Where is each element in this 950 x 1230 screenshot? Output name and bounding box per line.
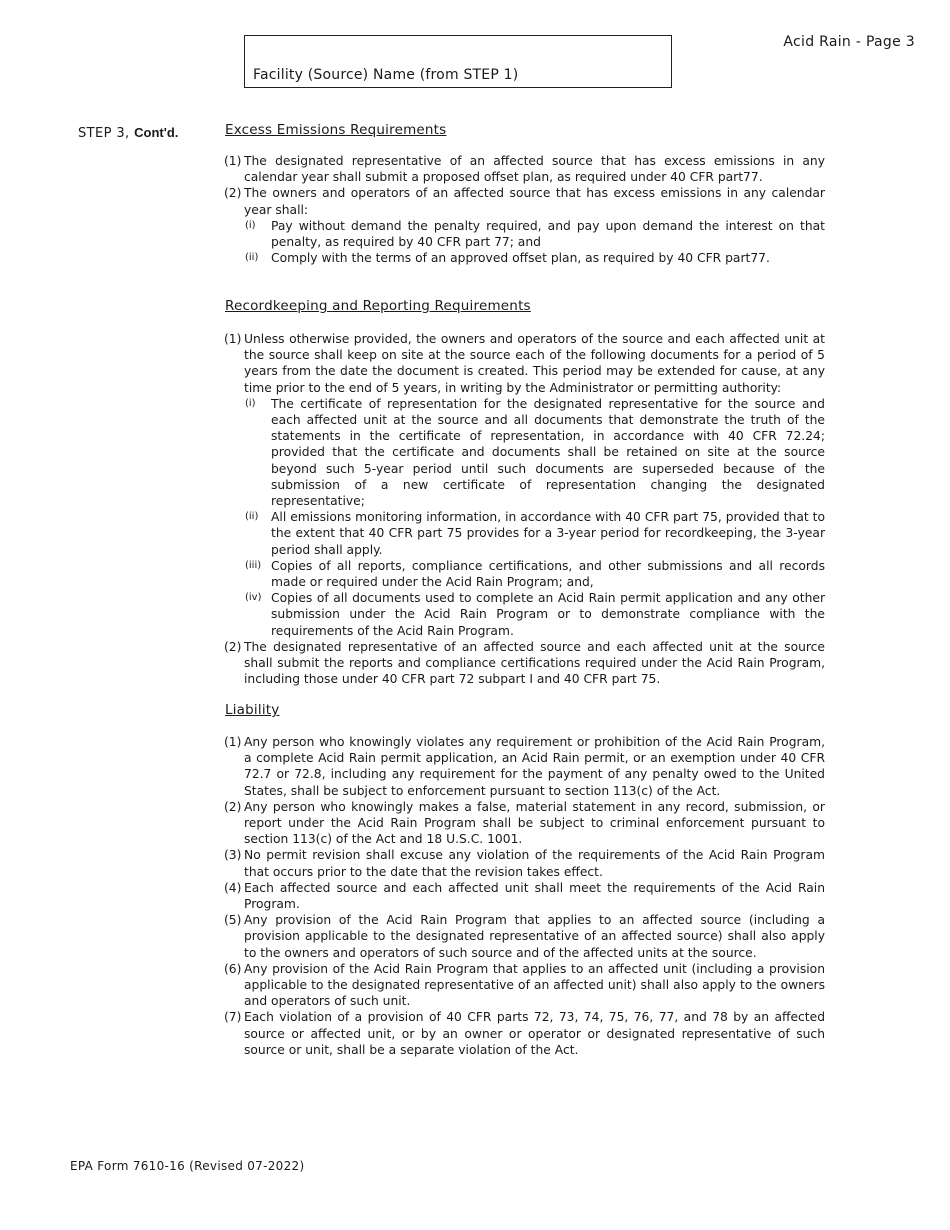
item-body bbox=[244, 185, 825, 266]
item-text: The owners and operators of an affected source that has excess emissions in any calendar year shall: bbox=[244, 186, 825, 217]
list-item bbox=[224, 153, 825, 185]
form-footer: EPA Form 7610-16 (Revised 07-2022) bbox=[70, 1159, 305, 1173]
item-number: (1) bbox=[224, 154, 242, 168]
sub-item-text: All emissions monitoring information, in accordance with 40 CFR part 75, provided that to the extent that 40 CFR part 75 provides for a 3-year period for recordkeeping, the 3-year period shall apply. bbox=[271, 510, 825, 557]
item-number: (4) bbox=[224, 880, 242, 895]
item-body bbox=[244, 331, 825, 639]
item-text: Unless otherwise provided, the owners and operators of the source and each affected unit at the source shall keep on site at the source each of the following documents for a period of 5 years from the date the document is created. This period may be extended for cause, at any time prior to the end of 5 years, in writing by the Administrator or permitting authority: bbox=[244, 332, 825, 395]
item-text: The designated representative of an affected source and each affected unit at the source shall submit the reports and compliance certifications required under the Acid Rain Program, including those under 40 CFR part 72 subpart I and 40 CFR part 75. bbox=[244, 639, 825, 687]
item-text: The designated representative of an affected source that has excess emissions in any calendar year shall submit a proposed offset plan, as required under 40 CFR part77. bbox=[244, 154, 825, 185]
sub-item-number: (iv) bbox=[245, 592, 262, 604]
excess-emissions-heading: Excess Emissions Requirements bbox=[225, 122, 447, 138]
item-text: Any person who knowingly violates any requirement or prohibition of the Acid Rain Program, a complete Acid Rain permit application, an Acid Rain permit, or an exemption under 40 CFR 72.7 or 72.8, including any requirement for the payment of any penalty owed to the United States, shall be subject to enforcement pursuant to section 113(c) of the Act. bbox=[244, 735, 825, 798]
item-text: No permit revision shall excuse any violation of the requirements of the Acid Rain Program that occurs prior to the date that the revision takes effect. bbox=[244, 848, 825, 879]
item-text: Any provision of the Acid Rain Program that applies to an affected source (including a provision applicable to the designated representative of an affected source) shall also apply to the owners and operators of such source and of the affected units at the source. bbox=[244, 913, 825, 960]
liability-heading: Liability bbox=[225, 702, 280, 718]
item-text: Any person who knowingly makes a false, material statement in any record, submission, or report under the Acid Rain Program shall be subject to criminal enforcement pursuant to section 113(c) of the Act and 18 U.S.C. 1001. bbox=[244, 799, 825, 847]
sub-item-text: The certificate of representation for the designated representative for the source and each affected unit at the source and all documents that demonstrate the truth of the statements in the certificate of representation, in accordance with 40 CFR 72.24; provided that the certificate and documents shall be retained on site at the source beyond such 5-year period until such documents are superseded because of the submission of a new certificate of representation changing the designated representative; bbox=[271, 396, 825, 509]
sub-item-text: Copies of all documents used to complete an Acid Rain permit application and any other submission under the Acid Rain Program or to demonstrate compliance with the requirements of the Acid Rain Program. bbox=[271, 591, 825, 638]
sub-item bbox=[244, 250, 825, 266]
list-item bbox=[224, 331, 825, 639]
item-number: (5) bbox=[224, 913, 242, 928]
item-body bbox=[244, 961, 825, 1010]
item-body bbox=[244, 847, 825, 879]
item-number: (1) bbox=[224, 332, 242, 346]
facility-name-label: Facility (Source) Name (from STEP 1) bbox=[253, 67, 519, 83]
step-label bbox=[78, 125, 178, 141]
item-body bbox=[244, 639, 825, 688]
list-item bbox=[224, 961, 825, 1010]
item-body bbox=[244, 799, 825, 848]
step-contd-label: Cont'd. bbox=[134, 125, 179, 140]
sub-item bbox=[244, 396, 825, 509]
item-number: (1) bbox=[224, 735, 242, 749]
item-number: (7) bbox=[224, 1010, 242, 1025]
item-text: Each affected source and each affected unit shall meet the requirements of the Acid Rain Program. bbox=[244, 880, 825, 912]
item-number: (6) bbox=[224, 961, 242, 976]
sub-item-number: (iii) bbox=[245, 559, 262, 571]
sub-item-number: (i) bbox=[245, 397, 256, 409]
sub-item bbox=[244, 590, 825, 639]
recordkeeping-heading: Recordkeeping and Reporting Requirements bbox=[225, 298, 531, 314]
list-item bbox=[224, 185, 825, 266]
item-text: Any provision of the Acid Rain Program that applies to an affected unit (including a provision applicable to the designated representative of an affected unit) shall also apply to the owners and operators of such unit. bbox=[244, 961, 825, 1009]
list-item bbox=[224, 1009, 825, 1058]
item-body bbox=[244, 880, 825, 912]
page-number: Acid Rain - Page 3 bbox=[783, 34, 915, 50]
item-body bbox=[244, 734, 825, 799]
excess-emissions-list bbox=[224, 153, 825, 266]
list-item bbox=[224, 880, 825, 912]
item-number: (3) bbox=[224, 848, 242, 863]
list-item bbox=[224, 799, 825, 848]
item-number: (2) bbox=[224, 186, 242, 201]
item-number: (2) bbox=[224, 799, 242, 814]
sub-item bbox=[244, 509, 825, 558]
sub-item-number: (ii) bbox=[245, 252, 259, 264]
sub-item-text: Comply with the terms of an approved offset plan, as required by 40 CFR part77. bbox=[271, 251, 770, 266]
item-body bbox=[244, 912, 825, 961]
list-item bbox=[224, 912, 825, 961]
recordkeeping-list bbox=[224, 331, 825, 687]
facility-name-box[interactable] bbox=[244, 35, 672, 88]
item-text: Each violation of a provision of 40 CFR parts 72, 73, 74, 75, 76, 77, and 78 by an affected source or affected unit, or by an owner or operator or designated representative of such source or unit, shall be a separate violation of the Act. bbox=[244, 1010, 825, 1057]
sub-item-text: Pay without demand the penalty required, and pay upon demand the interest on that penalty, as required by 40 CFR part 77; and bbox=[271, 218, 825, 250]
item-body bbox=[244, 153, 825, 185]
list-item bbox=[224, 847, 825, 879]
sub-item-number: (ii) bbox=[245, 511, 259, 523]
step-label-text: STEP 3, bbox=[78, 126, 135, 141]
list-item bbox=[224, 639, 825, 688]
sub-item-text: Copies of all reports, compliance certifications, and other submissions and all records made or required under the Acid Rain Program; and, bbox=[271, 558, 825, 590]
sub-item bbox=[244, 558, 825, 590]
sub-item bbox=[244, 218, 825, 250]
sub-item-number: (i) bbox=[245, 219, 256, 231]
item-number: (2) bbox=[224, 639, 242, 654]
item-body bbox=[244, 1009, 825, 1058]
liability-list bbox=[224, 734, 825, 1058]
list-item bbox=[224, 734, 825, 799]
